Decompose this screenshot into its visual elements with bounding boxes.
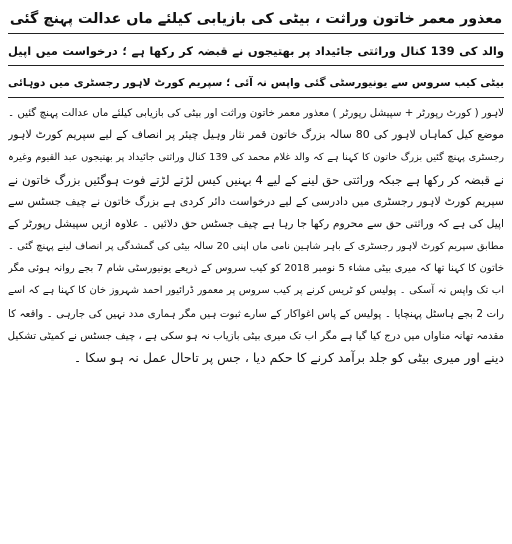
subheading: والد کی 139 کنال وراثتی جائیداد پر بھتیجوں نے قبضہ کر رکھا ہے ؛ درخواست میں اپیل xyxy=(8,44,504,58)
body-line: دینے اور میری بیٹی کو جلد برآمد کرنے کا حکم دیا ، جس پر تاحال عمل نہ ہو سکا ۔ xyxy=(73,350,504,366)
body-line: اب تک واپس نہ آسکی ۔ پولیس کو ٹریس کرنے پر کیب سروس پر معمور ڈرائیور احمد شہروز خان کا کہنا ہے کہ اسے xyxy=(8,285,504,297)
body-line: رجسٹری پہنچ گئیں بزرگ خاتون کا کہنا ہے کہ والد غلام محمد کی 139 کنال وراثتی جائیداد پر بھتیجوں عبد القیوم وغیرہ xyxy=(8,151,504,163)
body-line: مقدمہ تھانہ مناواں میں درج کیا گیا ہے مگر اب تک میری بیٹی بازیاب نہ ہو سکی ہے ، چیف جسٹس نے کمیٹی تشکیل xyxy=(8,329,504,342)
body-line: سپریم کورٹ لاہور رجسٹری میں دادرسی کے لیے درخواست دائر کردی ہے بزرگ خاتون نے چیف جسٹس سے xyxy=(8,195,504,209)
body-line: نے قبضہ کر رکھا ہے جبکہ وراثتی حق لینے کے لیے 4 بہنیں کیس لڑتے لڑتے فوت ہوگئیں بزرگ خاتون نے xyxy=(8,172,504,187)
article-body xyxy=(8,102,504,370)
headline: معذور معمر خاتون وراثت ، بیٹی کی بازیابی کیلئے ماں عدالت پہنچ گئی xyxy=(9,11,503,27)
subheading: بیٹی کیب سروس سے یونیورسٹی گئی واپس نہ آئی ؛ سپریم کورٹ لاہور رجسٹری میں دوہائی xyxy=(8,76,504,89)
body-line: اپیل کی ہے کہ وراثتی حق سے محروم رکھا جا رہا ہے چیف جسٹس حق دلائیں ۔ علاوہ ازیں سپیشل رپورٹر کے xyxy=(8,217,504,231)
body-line: مطابق سپریم کورٹ لاہور رجسٹری کے باہر شاہین نامی ماں اپنی 20 سالہ بیٹی کی گمشدگی پر انصاف لینے پہنچ گئی ۔ xyxy=(8,240,504,252)
body-line: رات 2 بجے ہاسٹل پہنچایا ۔ پولیس کے پاس اغواکار کے سارے ثبوت ہیں مگر ہماری مدد نہیں کی جارہی ۔ واقعہ کا xyxy=(8,307,504,320)
subheading-divider xyxy=(8,97,504,98)
body-line: موضع کیل کماہاں لاہور کی 80 سالہ بزرگ خاتون قمر نثار وہیل چیئر پر انصاف کے لیے سپریم کورٹ لاہور xyxy=(8,128,504,142)
headline-divider xyxy=(8,33,504,34)
body-line: خاتون کا کہنا تھا کہ میری بیٹی مشاء 5 نومبر 2018 کو کیب سروس کے ذریعے یونیورسٹی شام 7 بجے روانہ ہوئی مگر xyxy=(8,263,504,275)
subheading-divider xyxy=(8,65,504,66)
body-line: لاہور ( کورٹ رپورٹر + سپیشل رپورٹر ) معذور معمر خاتون وراثت اور بیٹی کی بازیابی کیلئے ماں عدالت پہنچ گئیں ۔ xyxy=(8,107,504,119)
